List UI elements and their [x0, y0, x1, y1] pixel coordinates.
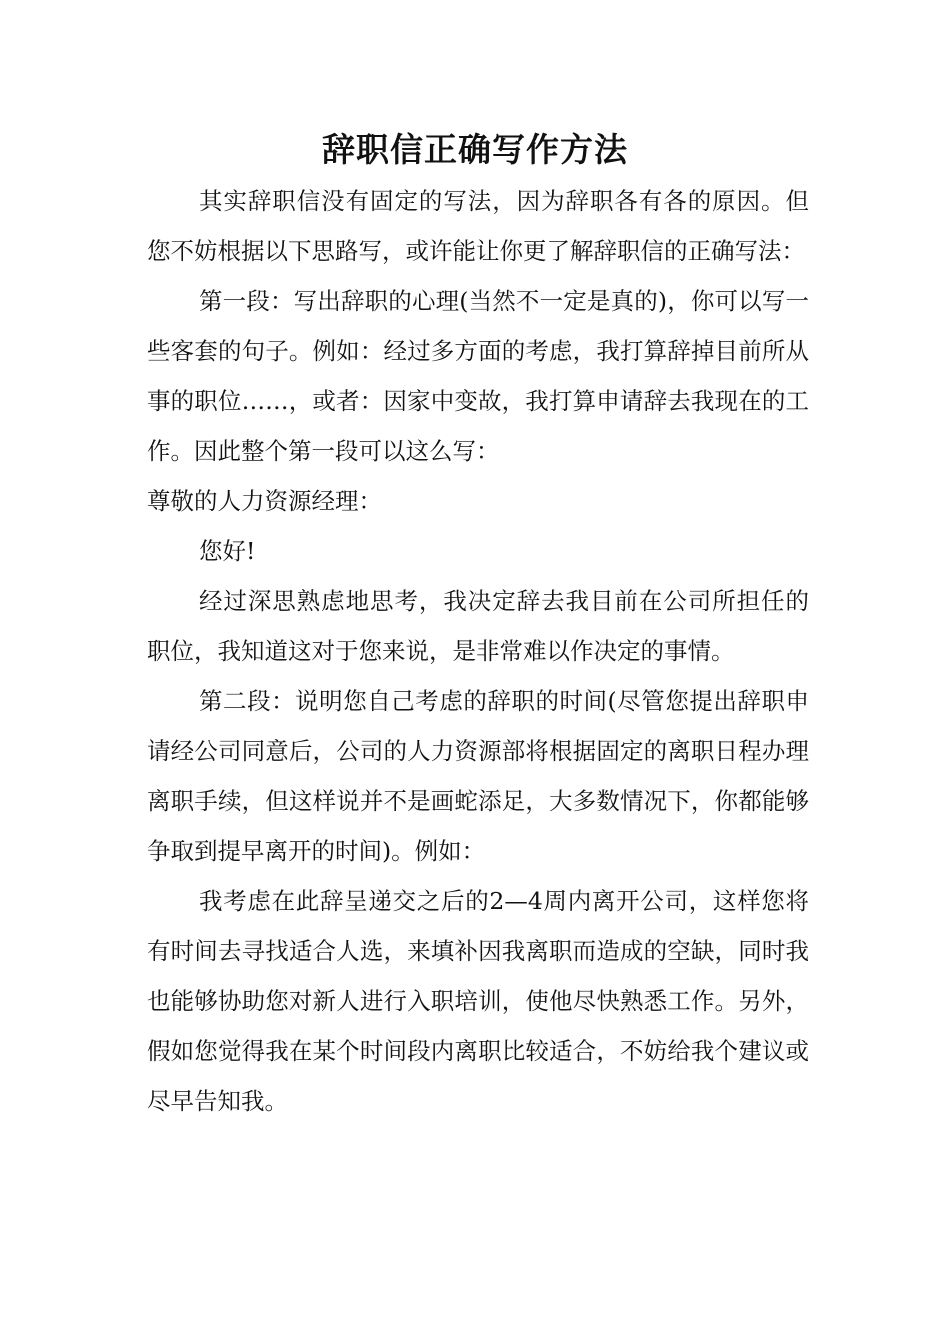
document-title: 辞职信正确写作方法	[322, 130, 628, 169]
paragraph-first-section: 第一段：写出辞职的心理(当然不一定是真的)，你可以写一些客套的句子。例如：经过多方面的考虑，我打算辞掉目前所从事的职位……，或者：因家中变故，我打算申请辞去我现在的工作。因此整个第一段可以这么写：	[147, 287, 809, 465]
document-body	[147, 176, 809, 1126]
paragraph-example-two: 我考虑在此辞呈递交之后的2—4周内离开公司，这样您将有时间去寻找适合人选，来填补因我离职而造成的空缺，同时我也能够协助您对新人进行入职培训，使他尽快熟悉工作。另外，假如您觉得我在某个时间段内离职比较适合，不妨给我个建议或尽早告知我。	[147, 887, 809, 1115]
paragraph-second-section: 第二段：说明您自己考虑的辞职的时间(尽管您提出辞职申请经公司同意后，公司的人力资源部将根据固定的离职日程办理离职手续，但这样说并不是画蛇添足，大多数情况下，你都能够争取到提早离开的时间)。例如：	[147, 687, 809, 865]
paragraph-intro: 其实辞职信没有固定的写法，因为辞职各有各的原因。但您不妨根据以下思路写，或许能让你更了解辞职信的正确写法：	[147, 187, 809, 265]
paragraph-greeting: 您好!	[199, 537, 256, 565]
paragraph-salutation: 尊敬的人力资源经理：	[147, 487, 382, 515]
paragraph-example-one: 经过深思熟虑地思考，我决定辞去我目前在公司所担任的职位，我知道这对于您来说，是非常难以作决定的事情。	[147, 587, 809, 665]
